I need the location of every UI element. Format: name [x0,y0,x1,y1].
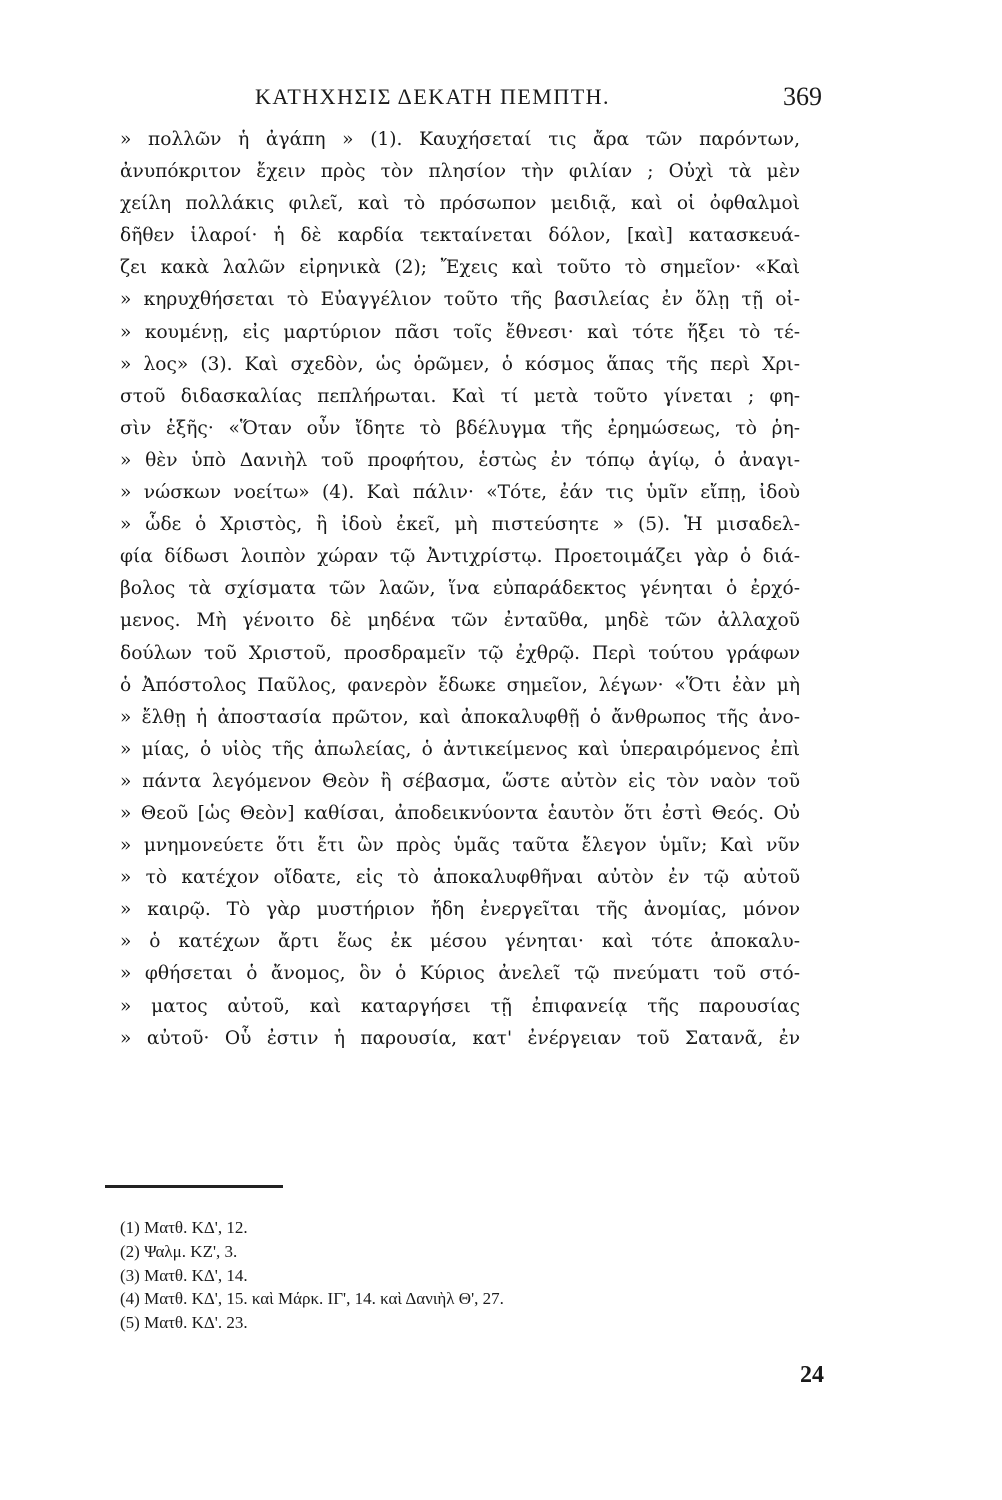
text-line: στοῦ διδασκαλίας πεπλήρωται. Καὶ τί μετὰ τοῦτο γίνεται ; φη- [120,385,800,407]
text-line: » μνημονεύετε ὅτι ἔτι ὢν πρὸς ὑμᾶς ταῦτα ἔλεγον ὑμῖν; Καὶ νῦν [120,835,800,857]
text-line: μενος. Μὴ γένοιτο δὲ μηδένα τῶν ἐνταῦθα, μηδὲ τῶν ἀλλαχοῦ [120,610,800,632]
text-line: ἀνυπόκριτον ἔχειν πρὸς τὸν πλησίον τὴν φιλίαν ; Οὐχὶ τὰ μὲν [120,161,800,183]
main-text [120,124,800,1055]
text-line: » αὐτοῦ· Οὗ ἐστιν ἡ παρουσία, κατ' ἐνέργειαν τοῦ Σατανᾶ, ἐν [120,1027,800,1049]
footnote: (3) Ματθ. ΚΔ', 14. [120,1265,248,1285]
text-line: » ἔλθῃ ἡ ἀποστασία πρῶτον, καὶ ἀποκαλυφθῇ ὁ ἄνθρωπος τῆς ἀνο- [120,706,800,728]
page-number: 369 [783,82,822,111]
footnote: (2) Ψαλμ. ΚΖ', 3. [120,1241,238,1261]
footnote-divider [105,1185,283,1188]
text-line: ζει κακὰ λαλῶν εἰρηνικὰ (2); Ἔχεις καὶ τοῦτο τὸ σημεῖον· «Καὶ [120,257,800,279]
text-line: » κουμένῃ, εἰς μαρτύριον πᾶσι τοῖς ἔθνεσι· καὶ τότε ἥξει τὸ τέ- [120,321,800,343]
text-line: » ὁ κατέχων ἄρτι ἕως ἐκ μέσου γένηται· καὶ τότε ἀποκαλυ- [120,931,800,953]
text-line: » ὧδε ὁ Χριστὸς, ἢ ἰδοὺ ἐκεῖ, μὴ πιστεύσητε » (5). Ἡ μισαδελ- [120,514,800,536]
text-line: » πολλῶν ἡ ἀγάπη » (1). Καυχήσεταί τις ἄρα τῶν παρόντων, [120,129,800,150]
text-line: » μίας, ὁ υἱὸς τῆς ἀπωλείας, ὁ ἀντικείμενος καὶ ὑπεραιρόμενος ἐπὶ [120,738,800,760]
signature-mark: 24 [800,1362,824,1388]
text-line: σὶν ἑξῆς· «Ὅταν οὖν ἴδητε τὸ βδέλυγμα τῆς ἐρημώσεως, τὸ ῥη- [120,417,800,439]
text-line: » θὲν ὑπὸ Δανιὴλ τοῦ προφήτου, ἑστὼς ἐν τόπῳ ἁγίῳ, ὁ ἀναγι- [120,449,800,471]
text-line: » ματος αὐτοῦ, καὶ καταργήσει τῇ ἐπιφανείᾳ τῆς παρουσίας [120,995,800,1017]
footnotes [120,1216,720,1335]
text-line: » φθήσεται ὁ ἄνομος, ὃν ὁ Κύριος ἀνελεῖ τῷ πνεύματι τοῦ στό- [120,963,800,985]
footnote: (5) Ματθ. ΚΔ'. 23. [120,1313,248,1333]
text-line: » κηρυχθήσεται τὸ Εὐαγγέλιον τοῦτο τῆς βασιλείας ἐν ὅλῃ τῇ οἰ- [120,289,800,311]
text-line: ὁ Ἀπόστολος Παῦλος, φανερὸν ἔδωκε σημεῖον, λέγων· «Ὅτι ἐὰν μὴ [120,674,800,696]
text-line: » τὸ κατέχον οἴδατε, εἰς τὸ ἀποκαλυφθῆναι αὐτὸν ἐν τῷ αὐτοῦ [120,867,800,889]
text-line: » νώσκων νοείτω» (4). Καὶ πάλιν· «Τότε, ἐάν τις ὑμῖν εἴπῃ, ἰδοὺ [120,482,800,504]
text-line: » Θεοῦ [ὡς Θεὸν] καθίσαι, ἀποδεικνύοντα ἑαυτὸν ὅτι ἐστὶ Θεός. Οὐ [120,802,800,824]
text-line: φία δίδωσι λοιπὸν χώραν τῷ Ἀντιχρίστῳ. Προετοιμάζει γὰρ ὁ διά- [120,546,800,568]
text-line: » λος» (3). Καὶ σχεδὸν, ὡς ὁρῶμεν, ὁ κόσμος ἅπας τῆς περὶ Χρι- [120,353,800,375]
text-line: δῆθεν ἱλαροί· ἡ δὲ καρδία τεκταίνεται δόλον, [καὶ] κατασκευά- [120,225,800,247]
text-line: » πάντα λεγόμενον Θεὸν ἢ σέβασμα, ὥστε αὐτὸν εἰς τὸν ναὸν τοῦ [120,770,800,792]
text-line: βολος τὰ σχίσματα τῶν λαῶν, ἵνα εὐπαράδεκτος γένηται ὁ ἐρχό- [120,578,800,600]
running-header: ΚΑΤΗΧΗΣΙΣ ΔΕΚΑΤΗ ΠΕΜΠΤΗ. [255,84,611,109]
text-line: » καιρῷ. Τὸ γὰρ μυστήριον ἤδη ἐνεργεῖται τῆς ἀνομίας, μόνον [120,899,800,921]
footnote: (1) Ματθ. ΚΔ', 12. [120,1218,248,1237]
text-line: χείλη πολλάκις φιλεῖ, καὶ τὸ πρόσωπον μειδιᾷ, καὶ οἱ ὀφθαλμοὶ [120,193,800,215]
text-line: δούλων τοῦ Χριστοῦ, προσδραμεῖν τῷ ἐχθρῷ. Περὶ τούτου γράφων [120,642,800,664]
footnote: (4) Ματθ. ΚΔ', 15. καὶ Μάρκ. ΙΓ', 14. καὶ Δανιὴλ Θ', 27. [120,1289,504,1309]
